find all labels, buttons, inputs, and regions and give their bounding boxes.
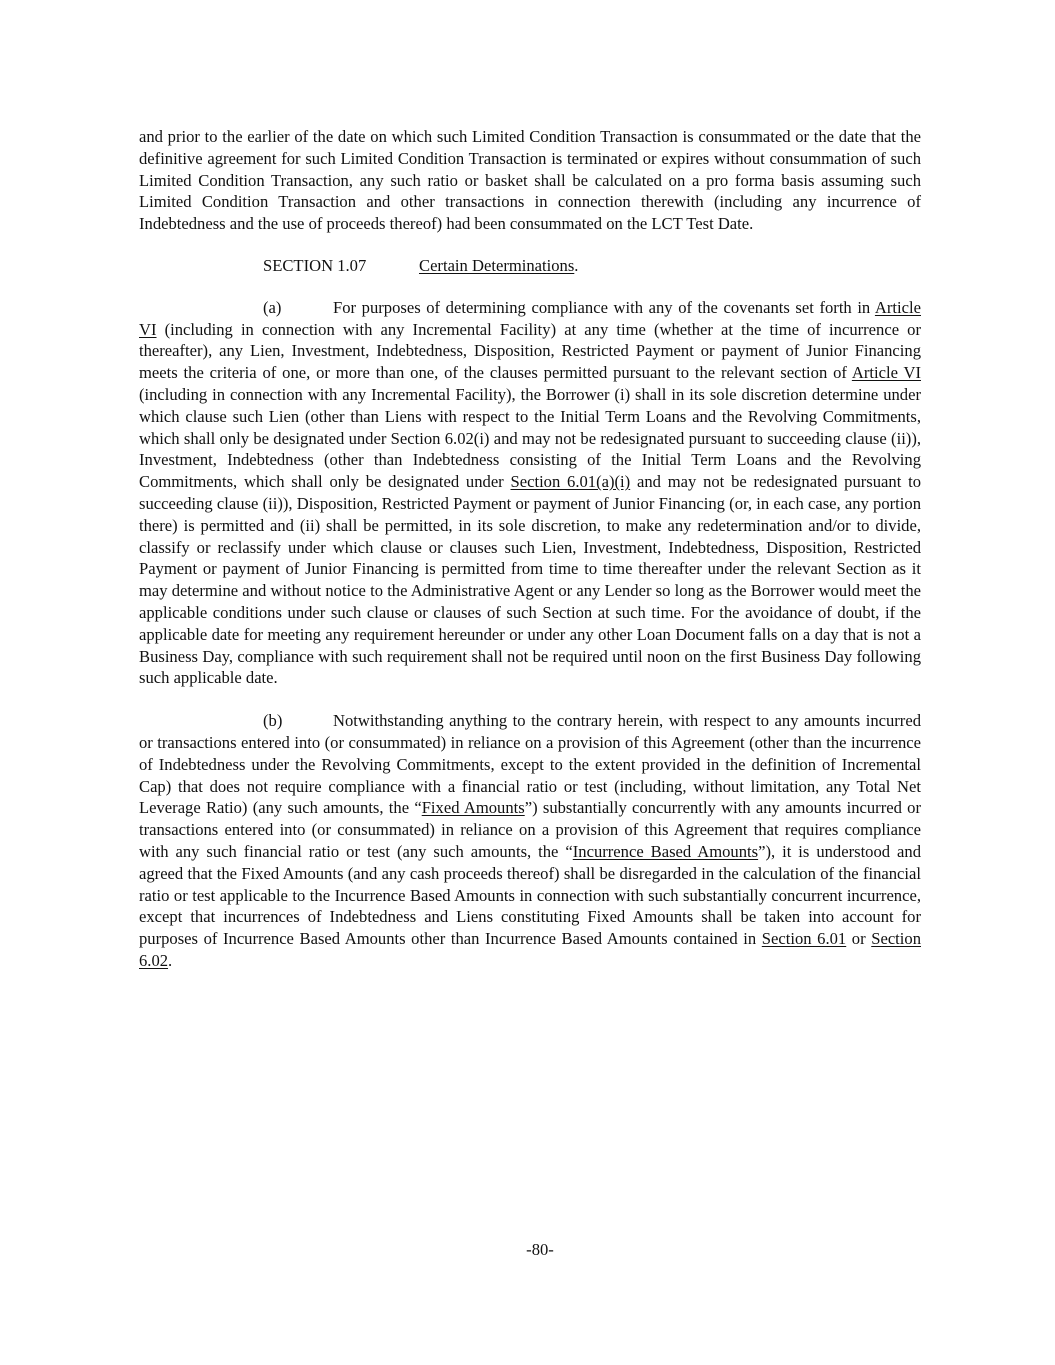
page-number: -80- bbox=[526, 1240, 554, 1259]
section-title-period: . bbox=[574, 255, 579, 275]
document-page bbox=[139, 126, 921, 993]
incurrence-based-amounts-term: Incurrence Based Amounts bbox=[572, 841, 759, 861]
paragraph-a-text-3: (including in connection with any Incremental Facility), the Borrower (i) shall in its sole discretion determine under which clause such Lien (other than Liens with respect to the Initial Term Loans and the Revolving Commitments, which shall only be designated under Section 6.02(i) and may not be redesignated pursuant to succeeding clause (ii)), Investment, Indebtedness (other than Indebtedness consisting of the Initial Term Loans and the Revolving Commitments, which shall only be designated under bbox=[139, 384, 921, 492]
paragraph-b-text-3: ”), it is understood and agreed that the Fixed Amounts (and any cash proceeds thereof) shall be disregarded in the calculation of the financial ratio or test applicable to the Incurrence Based Amounts in connection with such substantially concurrent incurrence, except that incurrences of Indebtedness and Liens constituting Fixed Amounts shall be taken into account for purposes of Incurrence Based Amounts other than Incurrence Based Amounts contained in bbox=[139, 841, 922, 949]
section-number: SECTION 1.07 bbox=[263, 255, 367, 275]
paragraph-a-text-2: (including in connection with any Incremental Facility) at any time (whether at the time of incurrence or thereafter), any Lien, Investment, Indebtedness, Disposition, Restricted Payment or payment of Junior Financing meets the criteria of one, or more than one, of the clauses permitted pursuant to the relevant section of bbox=[139, 319, 921, 383]
section-6-01-a-i-reference: Section 6.01(a)(i) bbox=[510, 472, 631, 492]
clause-marker-b: (b) bbox=[263, 711, 283, 731]
paragraph-a-text-1: For purposes of determining compliance with any of the covenants set forth in bbox=[333, 297, 875, 317]
section-6-02-reference: Section 6.02 bbox=[139, 929, 921, 970]
paragraph-b-text-1: Notwithstanding anything to the contrary herein, with respect to any amounts incurred or transactions entered into (or consummated) in reliance on a provision of this Agreement (other than the incurrence of Indebtedness under the Revolving Commitments, except to the extent provided in the definition of Incremental Cap) that does not require compliance with a financial ratio or test (including, without limitation, any Total Net Leverage Ratio) (any such amounts, the “ bbox=[139, 711, 921, 818]
paragraph-b-text-4: or bbox=[846, 929, 872, 949]
continuation-paragraph: and prior to the earlier of the date on which such Limited Condition Transaction is consummated or the date that the definitive agreement for such Limited Condition Transaction is terminated or expires without consummation of such Limited Condition Transaction, any such ratio or basket shall be calculated on a pro forma basis assuming such Limited Condition Transaction and other transactions in connection therewith (including any incurrence of Indebtedness and the use of proceeds thereof) had been consummated on the LCT Test Date. bbox=[139, 127, 921, 234]
article-vi-reference-2: Article VI bbox=[851, 363, 921, 383]
section-title: Certain Determinations bbox=[419, 255, 575, 275]
article-vi-reference: Article VI bbox=[139, 297, 921, 339]
paragraph-a-text-4: and may not be redesignated pursuant to succeeding clause (ii)), Disposition, Restricted Payment or payment of Junior Financing (or, in each case, any portion there) is permitted and (ii) shall be permitted, in its sole discretion, to make any redetermination and/or to divide, classify or reclassify under which clause or clauses such Lien, Investment, Indebtedness, Disposition, Restricted Payment or payment of Junior Financing is permitted from time to time thereafter under the relevant Section as it may determine and without notice to the Administrative Agent or any Lender so long as the Borrower would meet the applicable conditions under such clause or clauses of such Section at such time. For the avoidance of doubt, if the applicable date for meeting any requirement hereunder or under any other Loan Document falls on a day that is not a Business Day, compliance with such requirement shall not be required until noon on the first Business Day following such applicable date. bbox=[139, 472, 921, 688]
section-heading bbox=[139, 255, 921, 277]
paragraph-b-text-5: . bbox=[168, 950, 173, 970]
paragraph-a bbox=[139, 297, 921, 689]
paragraph-b bbox=[139, 710, 921, 972]
paragraph-b-text-2: ”) substantially concurrently with any amounts incurred or transactions entered into (or consummated) in reliance on a provision of this Agreement that requires compliance with any such financial ratio or test (any such amounts, the “ bbox=[139, 798, 921, 861]
section-6-01-reference: Section 6.01 bbox=[761, 929, 847, 949]
clause-marker-a: (a) bbox=[263, 297, 282, 317]
fixed-amounts-term: Fixed Amounts bbox=[421, 798, 525, 818]
